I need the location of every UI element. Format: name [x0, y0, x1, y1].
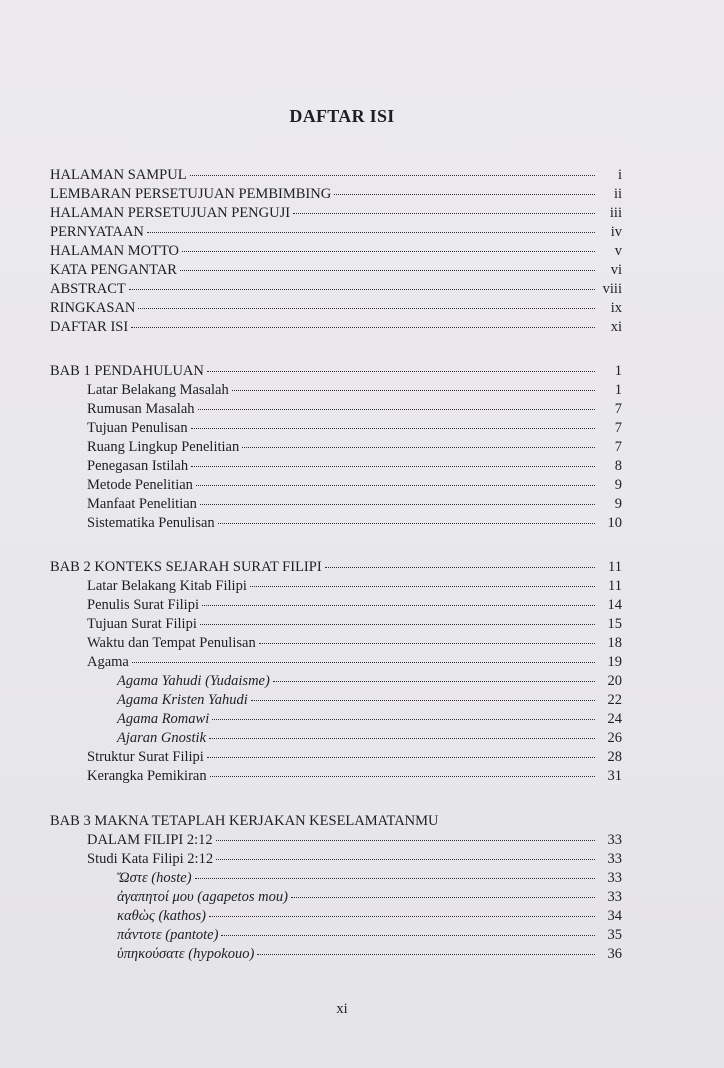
- toc-entry-page: 1: [614, 382, 622, 398]
- subsection-entry: [117, 945, 622, 964]
- dot-leader: [190, 174, 595, 176]
- section-entry: [87, 634, 622, 653]
- front-matter-entry: [50, 185, 622, 204]
- dot-leader: [325, 566, 595, 568]
- toc-entry-label: Struktur Surat Filipi: [87, 749, 204, 765]
- toc-entry-page: 8: [614, 458, 622, 474]
- chapter-heading-continued: [87, 831, 622, 850]
- toc-entry-page: 35: [607, 927, 622, 943]
- section-entry: [87, 596, 622, 615]
- dot-leader: [209, 737, 595, 739]
- subsection-entry: [117, 691, 622, 710]
- toc-entry-label: πάντοτε (pantote): [117, 927, 219, 943]
- toc-entry-label: ABSTRACT: [50, 281, 126, 297]
- section-entry: [87, 653, 622, 672]
- toc-entry-label: Kerangka Pemikiran: [87, 768, 207, 784]
- toc-entry-label: Latar Belakang Kitab Filipi: [87, 578, 247, 594]
- subsection-entry: [117, 710, 622, 729]
- toc-entry-page: 33: [607, 889, 622, 905]
- toc-entry-label: HALAMAN SAMPUL: [50, 167, 187, 183]
- section-entry: [87, 400, 622, 419]
- dot-leader: [259, 642, 595, 644]
- dot-leader: [216, 858, 595, 860]
- toc-entry-page: 20: [607, 673, 622, 689]
- toc-entry-label: Tujuan Surat Filipi: [87, 616, 197, 632]
- toc-entry-label: DAFTAR ISI: [50, 319, 129, 335]
- dot-leader: [182, 250, 595, 252]
- toc-entry-label: Agama Romawi: [117, 711, 210, 727]
- toc-entry-page: 10: [607, 515, 622, 531]
- front-matter-entry: [50, 261, 622, 280]
- toc-entry-page: 22: [607, 692, 622, 708]
- toc-entry-page: v: [614, 243, 622, 259]
- toc-entry-page: iv: [610, 224, 622, 240]
- dot-leader: [210, 775, 595, 777]
- subsection-entry: [117, 869, 622, 888]
- toc-entry-label: Penegasan Istilah: [87, 458, 189, 474]
- chapter-heading: [50, 362, 622, 381]
- front-matter-entry: [50, 318, 622, 337]
- dot-leader: [131, 326, 595, 328]
- toc-entry-page: iii: [609, 205, 622, 221]
- toc-entry-label: Tujuan Penulisan: [87, 420, 188, 436]
- toc-entry-page: 34: [607, 908, 622, 924]
- front-matter-entry: [50, 204, 622, 223]
- toc-entry-page: 33: [607, 870, 622, 886]
- section-entry: [87, 438, 622, 457]
- dot-leader: [334, 193, 595, 195]
- subsection-entry: [117, 729, 622, 748]
- toc-entry-label: Metode Penelitian: [87, 477, 193, 493]
- chapter-heading: [50, 558, 622, 577]
- toc-entry-label: RINGKASAN: [50, 300, 136, 316]
- dot-leader: [147, 231, 595, 233]
- dot-leader: [132, 661, 595, 663]
- section-entry: [87, 476, 622, 495]
- toc-entry-label: ἀγαπητοί μου (agapetos mou): [117, 889, 288, 905]
- toc-entry-page: 9: [614, 496, 622, 512]
- toc-entry-label: LEMBARAN PERSETUJUAN PEMBIMBING: [50, 186, 332, 202]
- toc-entry-label: KATA PENGANTAR: [50, 262, 177, 278]
- front-matter-entry: [50, 299, 622, 318]
- toc-entry-page: 18: [607, 635, 622, 651]
- toc-entry-label: Agama: [87, 654, 129, 670]
- dot-leader: [209, 915, 595, 917]
- dot-leader: [207, 370, 595, 372]
- chapter-heading: BAB 3 MAKNA TETAPLAH KERJAKAN KESELAMATANMU: [50, 813, 439, 829]
- section-entry: [87, 615, 622, 634]
- dot-leader: [196, 484, 595, 486]
- front-matter-entry: [50, 280, 622, 299]
- subsection-entry: [117, 907, 622, 926]
- toc-entry-page: 7: [614, 401, 622, 417]
- subsection-entry: [117, 926, 622, 945]
- toc-entry-page: 7: [614, 420, 622, 436]
- toc-entry-label: BAB 1 PENDAHULUAN: [50, 363, 204, 379]
- toc-entry-label: ὑπηκούσατε (hypokouo): [117, 946, 255, 962]
- dot-leader: [212, 718, 595, 720]
- front-matter-entry: [50, 242, 622, 261]
- dot-leader: [200, 623, 595, 625]
- dot-leader: [273, 680, 595, 682]
- page-number: xi: [336, 1001, 348, 1017]
- toc-entry-label: Ὥστε (hoste): [117, 870, 192, 886]
- toc-entry-label: Penulis Surat Filipi: [87, 597, 199, 613]
- toc-entry-page: xi: [610, 319, 622, 335]
- toc-entry-page: 9: [614, 477, 622, 493]
- toc-entry-label: DALAM FILIPI 2:12: [87, 832, 213, 848]
- toc-entry-label: Agama Kristen Yahudi: [117, 692, 248, 708]
- dot-leader: [202, 604, 595, 606]
- toc-entry-page: 33: [607, 832, 622, 848]
- toc-entry-label: BAB 2 KONTEKS SEJARAH SURAT FILIPI: [50, 559, 322, 575]
- dot-leader: [232, 389, 595, 391]
- dot-leader: [291, 896, 595, 898]
- toc-entry-page: viii: [602, 281, 622, 297]
- subsection-entry: [117, 888, 622, 907]
- toc-entry-page: 31: [607, 768, 622, 784]
- toc-entry-page: 14: [607, 597, 622, 613]
- toc-entry-label: Manfaat Penelitian: [87, 496, 197, 512]
- toc-entry-page: i: [617, 167, 622, 183]
- toc-entry-page: vi: [610, 262, 622, 278]
- section-entry: [87, 577, 622, 596]
- toc-entry-label: PERNYATAAN: [50, 224, 144, 240]
- dot-leader: [242, 446, 595, 448]
- dot-leader: [129, 288, 595, 290]
- dot-leader: [250, 585, 595, 587]
- front-matter-entry: [50, 223, 622, 242]
- toc-entry-page: 26: [607, 730, 622, 746]
- toc-entry-label: Rumusan Masalah: [87, 401, 195, 417]
- dot-leader: [180, 269, 595, 271]
- toc-entry-page: 11: [608, 559, 622, 575]
- dot-leader: [218, 522, 595, 524]
- toc-entry-page: 7: [614, 439, 622, 455]
- toc-entry-page: 28: [607, 749, 622, 765]
- toc-entry-label: Studi Kata Filipi 2:12: [87, 851, 214, 867]
- toc-entry-page: 11: [608, 578, 622, 594]
- dot-leader: [191, 427, 595, 429]
- section-entry: [87, 767, 622, 786]
- toc-entry-label: Waktu dan Tempat Penulisan: [87, 635, 256, 651]
- front-matter-entry: [50, 166, 622, 185]
- toc-entry-page: ii: [613, 186, 622, 202]
- subsection-entry: [117, 672, 622, 691]
- dot-leader: [138, 307, 595, 309]
- toc-entry-label: καθὼς (kathos): [117, 908, 206, 924]
- dot-leader: [257, 953, 595, 955]
- dot-leader: [251, 699, 595, 701]
- toc-entry-label: Latar Belakang Masalah: [87, 382, 229, 398]
- toc-entry-page: 33: [607, 851, 622, 867]
- page-title: DAFTAR ISI: [289, 106, 395, 126]
- dot-leader: [216, 839, 595, 841]
- dot-leader: [198, 408, 595, 410]
- toc-entry-page: 19: [607, 654, 622, 670]
- toc-entry-page: 1: [614, 363, 622, 379]
- section-entry: [87, 495, 622, 514]
- toc-entry-page: ix: [610, 300, 622, 316]
- toc-entry-label: Agama Yahudi (Yudaisme): [117, 673, 270, 689]
- toc-entry-page: 24: [607, 711, 622, 727]
- dot-leader: [191, 465, 595, 467]
- toc-entry-label: Sistematika Penulisan: [87, 515, 215, 531]
- toc-entry-label: HALAMAN MOTTO: [50, 243, 180, 259]
- dot-leader: [221, 934, 595, 936]
- toc-entry-page: 15: [607, 616, 622, 632]
- section-entry: [87, 748, 622, 767]
- toc-entry-label: Ajaran Gnostik: [117, 730, 207, 746]
- dot-leader: [200, 503, 595, 505]
- section-entry: [87, 457, 622, 476]
- toc-entry-label: HALAMAN PERSETUJUAN PENGUJI: [50, 205, 291, 221]
- dot-leader: [293, 212, 595, 214]
- toc-entry-label: Ruang Lingkup Penelitian: [87, 439, 240, 455]
- dot-leader: [207, 756, 595, 758]
- dot-leader: [195, 877, 595, 879]
- toc-entry-page: 36: [607, 946, 622, 962]
- section-entry: [87, 850, 622, 869]
- section-entry: [87, 381, 622, 400]
- section-entry: [87, 419, 622, 438]
- section-entry: [87, 514, 622, 533]
